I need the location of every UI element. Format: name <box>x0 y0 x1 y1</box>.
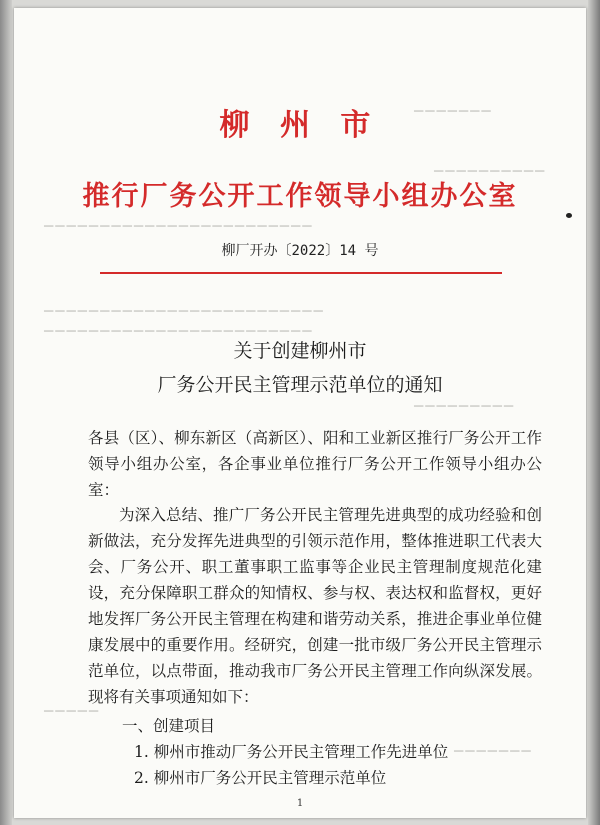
scan-edge-right <box>588 0 600 825</box>
issuer-office: 推行厂务公开工作领导小组办公室 <box>82 181 518 212</box>
document-page <box>14 8 586 818</box>
show-through-texture: ▁▁▁▁▁▁▁ <box>414 98 493 112</box>
section-heading: 一、创建项目 <box>122 717 216 735</box>
show-through-texture: ▁▁▁▁▁▁▁▁▁▁ <box>434 158 547 172</box>
red-divider-line <box>100 272 502 274</box>
list-item: 2. 柳州市厂务公开民主管理示范单位 <box>134 769 387 787</box>
show-through-texture: ▁▁▁▁▁▁▁▁▁▁▁▁▁▁▁▁▁▁▁▁▁▁▁▁ <box>44 213 314 227</box>
list-item: 1. 柳州市推动厂务公开民主管理工作先进单位 <box>134 743 449 761</box>
recipients-paragraph: 各县（区）、柳东新区（高新区）、阳和工业新区推行厂务公开工作领导小组办公室，各企事业单位推行厂务公开工作领导小组办公室： <box>88 429 542 499</box>
notice-title-line1: 关于创建柳州市 <box>233 340 367 362</box>
body-paragraph: 为深入总结、推广厂务公开民主管理先进典型的成功经验和创新做法，充分发挥先进典型的引领示范作用，整体推进职工代表大会、厂务公开、职工董事职工监事等企业民主管理制度规范化建设，充分保障职工群众的知情权、参与权、表达权和监督权，更好地发挥厂务公开民主管理在构建和谐劳动关系，推进企事业单位健康发展中的重要作用。经研究，创建一批市级厂务公开民主管理示范单位，以点带面，推动我市厂务公开民主管理工作向纵深发展。现将有关事项通知如下： <box>88 506 542 706</box>
notice-title-line2: 厂务公开民主管理示范单位的通知 <box>157 374 443 396</box>
issuer-city: 柳 州 市 <box>219 108 381 143</box>
document-number: 柳厂开办〔2022〕14 号 <box>221 243 379 259</box>
show-through-texture: ▁▁▁▁▁ <box>44 698 101 712</box>
show-through-texture: ▁▁▁▁▁▁▁ <box>454 738 533 752</box>
page-number: 1 <box>296 798 304 809</box>
show-through-texture: ▁▁▁▁▁▁▁▁▁ <box>414 393 516 407</box>
scan-speck <box>566 213 572 218</box>
show-through-texture: ▁▁▁▁▁▁▁▁▁▁▁▁▁▁▁▁▁▁▁▁▁▁▁▁▁ <box>44 298 325 312</box>
show-through-texture: ▁▁▁▁▁▁▁▁▁▁▁▁▁▁▁▁▁▁▁▁▁▁▁▁ <box>44 318 314 332</box>
scan-edge-left <box>0 0 12 825</box>
